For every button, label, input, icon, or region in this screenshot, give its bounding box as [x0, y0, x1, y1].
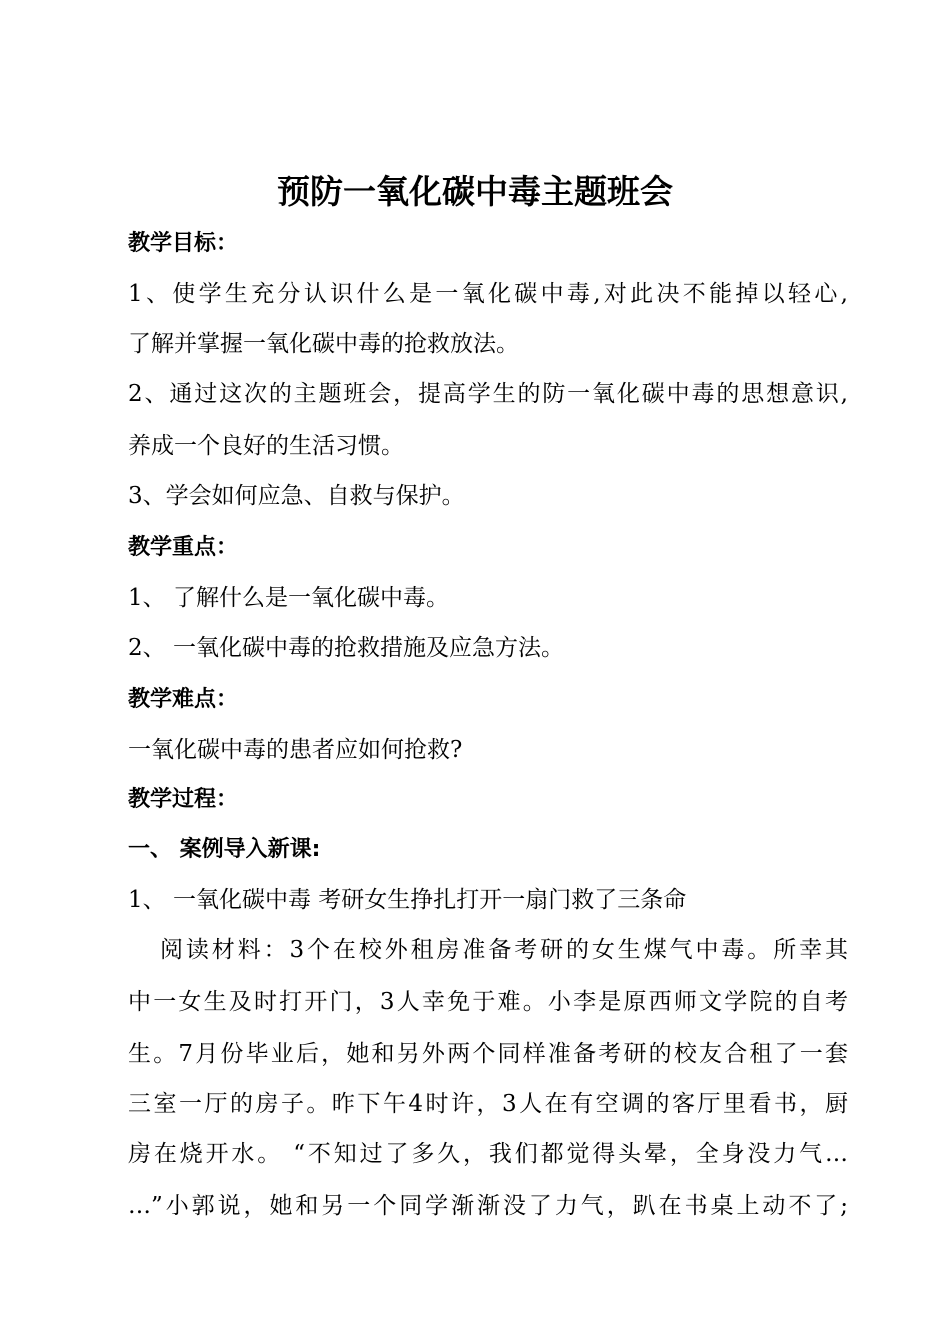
key-point-1: 1、 了解什么是一氧化碳中毒。 — [128, 585, 449, 611]
reading-material-line-2: 中一女生及时打开门，3人幸免于难。小李是原西师文学院的自考 — [128, 989, 848, 1015]
document-title: 预防一氧化碳中毒主题班会 — [277, 172, 673, 211]
reading-material-line-4: 三室一厅的房子。昨下午4时许，3人在有空调的客厅里看书，厨 — [128, 1091, 848, 1117]
reading-material-line-5: 房在烧开水。 “不知过了多久，我们都觉得头晕，全身没力气… — [128, 1141, 848, 1167]
case-1-title: 1、 一氧化碳中毒 考研女生挣扎打开一扇门救了三条命 — [128, 887, 687, 913]
reading-material-line-1: 阅读材料：3个在校外租房准备考研的女生煤气中毒。所幸其 — [160, 937, 848, 963]
difficulty-1: 一氧化碳中毒的患者应如何抢救? — [128, 737, 463, 763]
objective-1-line-1: 1、使学生充分认识什么是一氧化碳中毒,对此决不能掉以轻心, — [128, 281, 848, 307]
reading-material-line-6: …”小郭说，她和另一个同学渐渐没了力气，趴在书桌上动不了; — [128, 1193, 848, 1219]
reading-material-line-3: 生。7月份毕业后，她和另外两个同样准备考研的校友合租了一套 — [128, 1041, 848, 1067]
objective-2-line-1: 2、通过这次的主题班会，提高学生的防一氧化碳中毒的思想意识, — [128, 381, 848, 407]
heading-difficulties: 教学难点： — [128, 687, 239, 712]
objective-1-line-2: 了解并掌握一氧化碳中毒的抢救放法。 — [128, 331, 519, 357]
objective-2-line-2: 养成一个良好的生活习惯。 — [128, 433, 404, 459]
key-point-2: 2、 一氧化碳中毒的抢救措施及应急方法。 — [128, 635, 564, 661]
section-1-heading: 一、 案例导入新课: — [128, 837, 321, 862]
heading-teaching-process: 教学过程： — [128, 787, 239, 812]
heading-teaching-objectives: 教学目标： — [128, 231, 239, 256]
objective-3: 3、学会如何应急、自救与保护。 — [128, 483, 465, 509]
heading-key-points: 教学重点： — [128, 535, 239, 560]
